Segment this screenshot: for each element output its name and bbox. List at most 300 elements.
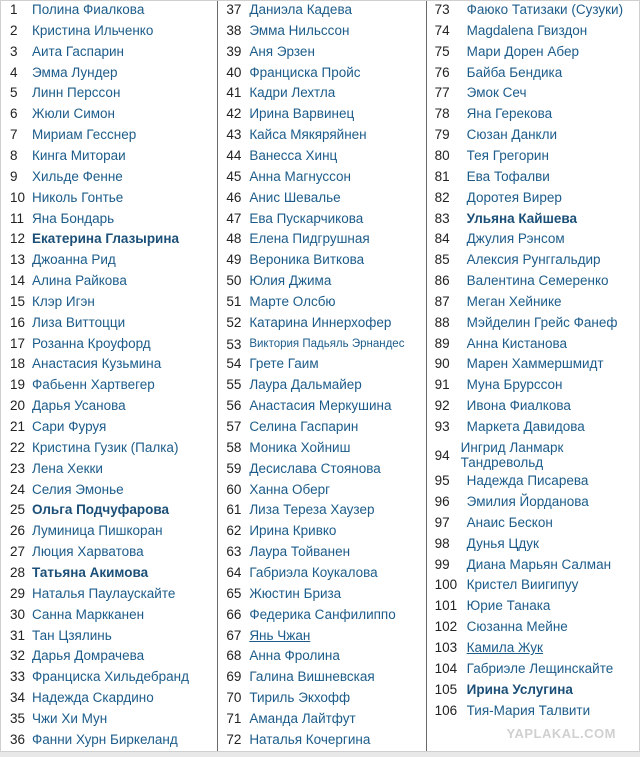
athlete-name: Галина Вишневская — [249, 669, 375, 685]
row-number: 77 — [434, 85, 450, 101]
table-row — [218, 419, 425, 435]
row-number: 36 — [10, 731, 26, 747]
table-row — [427, 127, 639, 143]
row-number: 14 — [10, 273, 26, 289]
row-number: 101 — [434, 598, 458, 614]
table-row — [218, 586, 425, 602]
row-number: 1 — [10, 2, 18, 17]
athlete-name: Габриэла Коукалова — [249, 564, 378, 580]
athlete-name: Селина Гаспарин — [249, 419, 359, 434]
athlete-name: Байба Бендика — [466, 64, 563, 80]
athlete-name: Надежда Скардино — [32, 690, 154, 706]
athlete-name: Кристина Гузик (Палка) — [32, 439, 179, 455]
athlete-name: Виктория Падьяль Эрнандес — [249, 337, 405, 350]
row-number: 75 — [434, 43, 450, 59]
row-number: 95 — [434, 473, 450, 489]
row-number: 10 — [10, 189, 26, 205]
row-number: 105 — [434, 681, 458, 697]
row-number: 67 — [226, 627, 242, 643]
table-row — [218, 690, 425, 706]
row-number: 66 — [226, 606, 242, 622]
table-row — [427, 640, 639, 656]
athlete-name: Ирина Кривко — [249, 523, 337, 539]
row-number: 7 — [10, 127, 18, 143]
athlete-name: Аита Гаспарин — [32, 43, 124, 59]
athlete-name: Мэйделин Грейс Фанеф — [466, 314, 618, 330]
row-number: 90 — [434, 356, 450, 372]
athlete-name: Ева Пускарчикова — [249, 210, 364, 226]
table-row — [1, 440, 217, 456]
athlete-name: Тия-Мария Талвити — [466, 702, 591, 718]
row-number: 86 — [434, 273, 450, 289]
athlete-name: Ирина Варвинец — [249, 106, 355, 122]
row-number: 54 — [226, 356, 242, 372]
athlete-name: Клэр Игэн — [32, 293, 95, 309]
athlete-name: Ульяна Кайшева — [466, 210, 577, 226]
athlete-name: Ева Тофалви — [466, 168, 550, 184]
table-row — [427, 577, 639, 593]
table-row — [218, 211, 425, 227]
table-row — [427, 273, 639, 289]
athlete-name: Яна Герекова — [466, 106, 553, 122]
row-number: 37 — [226, 2, 242, 17]
table-row — [427, 231, 639, 247]
row-number: 97 — [434, 514, 450, 530]
table-row — [218, 148, 425, 164]
row-number: 8 — [10, 147, 18, 163]
table-row — [1, 565, 217, 581]
athlete-name: Мари Дорен Абер — [466, 43, 579, 59]
athlete-name: Люция Харватова — [32, 544, 144, 560]
athlete-name: Аманда Лайтфут — [249, 710, 356, 726]
table-row — [1, 461, 217, 477]
table-row — [1, 586, 217, 602]
table-row — [427, 85, 639, 101]
row-number: 11 — [10, 210, 25, 226]
athlete-name: Хильде Фенне — [32, 168, 123, 184]
table-row — [218, 523, 425, 539]
table-row — [1, 377, 217, 393]
table-row — [218, 565, 425, 581]
table-row — [1, 127, 217, 143]
athlete-name: Кинга Митораи — [32, 147, 126, 163]
table-row — [218, 169, 425, 185]
athlete-name: Фаюко Татизаки (Сузуки) — [466, 2, 624, 17]
row-number: 106 — [434, 702, 458, 718]
row-number: 60 — [226, 481, 242, 497]
table-row — [1, 85, 217, 101]
athlete-name: Лаура Дальмайер — [249, 377, 362, 393]
table-row — [218, 732, 425, 748]
athlete-name: Аня Эрзен — [249, 43, 315, 59]
row-number: 25 — [10, 502, 26, 518]
athlete-link[interactable]: Камила Жук — [466, 640, 543, 655]
row-number: 98 — [434, 535, 450, 551]
table-row — [427, 169, 639, 185]
table-row — [218, 482, 425, 498]
row-number: 87 — [434, 293, 450, 309]
athlete-name: Лена Хекки — [32, 460, 103, 476]
athlete-name: Жюли Симон — [32, 106, 115, 122]
row-number: 55 — [226, 377, 242, 393]
row-number: 6 — [10, 106, 18, 122]
row-number: 24 — [10, 481, 26, 497]
table-row — [218, 2, 425, 18]
row-number: 26 — [10, 523, 26, 539]
table-row — [427, 315, 639, 331]
table-row — [427, 419, 639, 435]
athlete-name: Фабьенн Хартвегер — [32, 377, 155, 393]
table-row — [1, 356, 217, 372]
table-row — [1, 211, 217, 227]
athlete-name: Magdalena Гвиздон — [466, 22, 588, 38]
table-row — [218, 190, 425, 206]
table-row — [1, 502, 217, 518]
column-1 — [1, 1, 217, 751]
table-row — [1, 690, 217, 706]
row-number: 2 — [10, 22, 18, 38]
athlete-name: Полина Фиалкова — [32, 2, 145, 17]
row-number: 59 — [226, 460, 242, 476]
row-number: 100 — [434, 577, 458, 593]
table-row — [427, 703, 639, 719]
column-3 — [426, 1, 639, 751]
athlete-name: Екатерина Глазырина — [32, 231, 180, 247]
athlete-name: Федерика Санфилиппо — [249, 606, 396, 622]
athlete-name: Марте Олсбю — [249, 293, 336, 309]
athlete-name: Кадри Лехтла — [249, 85, 336, 101]
athlete-name: Джулия Рэнсом — [466, 231, 565, 247]
table-row — [427, 515, 639, 531]
row-number: 22 — [10, 439, 26, 455]
row-number: 9 — [10, 168, 18, 184]
row-number: 30 — [10, 606, 26, 622]
athlete-name: Катарина Иннерхофер — [249, 314, 392, 330]
table-row — [1, 398, 217, 414]
athlete-name: Кайса Мякяряйнен — [249, 127, 367, 143]
row-number: 83 — [434, 210, 450, 226]
athlete-name: Диана Марьян Салман — [466, 556, 612, 572]
row-number: 13 — [10, 252, 26, 268]
row-number: 92 — [434, 398, 450, 414]
row-number: 16 — [10, 314, 26, 330]
athlete-name: Ольга Подчуфарова — [32, 502, 170, 518]
row-number: 50 — [226, 273, 242, 289]
row-number: 5 — [10, 85, 18, 101]
row-number: 76 — [434, 64, 450, 80]
row-number: 104 — [434, 660, 458, 676]
row-number: 56 — [226, 398, 242, 414]
table-row — [427, 598, 639, 614]
athlete-name: Десислава Стоянова — [249, 460, 381, 476]
row-number: 81 — [434, 168, 450, 184]
athlete-name: Лиза Виттоцци — [32, 314, 126, 330]
athlete-name: Алина Райкова — [32, 273, 127, 289]
row-number: 62 — [226, 523, 242, 539]
athlete-name: Селия Эмонье — [32, 481, 124, 497]
table-row — [218, 502, 425, 518]
athlete-name: Марен Хаммершмидт — [466, 356, 604, 372]
athlete-name: Валентина Семеренко — [466, 273, 609, 289]
table-row — [218, 607, 425, 623]
table-row — [1, 669, 217, 685]
athlete-name: Юрие Танака — [466, 598, 551, 614]
table-row — [427, 23, 639, 39]
table-row — [427, 398, 639, 414]
row-number: 34 — [10, 690, 26, 706]
table-row — [218, 377, 425, 393]
row-number: 68 — [226, 648, 242, 664]
table-row — [1, 231, 217, 247]
row-number: 31 — [10, 627, 26, 643]
table-row — [218, 106, 425, 122]
athlete-name: Тан Цзялинь — [32, 627, 112, 643]
row-number: 78 — [434, 106, 450, 122]
table-row — [1, 190, 217, 206]
table-row — [218, 628, 425, 644]
table-row — [1, 336, 217, 352]
row-number: 96 — [434, 494, 450, 510]
row-number: 35 — [10, 710, 26, 726]
athlete-name: Надежда Писарева — [466, 473, 589, 489]
row-number: 32 — [10, 648, 26, 664]
row-number: 48 — [226, 231, 242, 247]
athlete-name: Мириам Гесснер — [32, 127, 137, 143]
athlete-name: Анастасия Меркушина — [249, 398, 392, 414]
athlete-name: Жюстин Бриза — [249, 585, 342, 601]
athlete-name: Дарья Домрачева — [32, 648, 145, 664]
row-number: 61 — [226, 502, 242, 518]
row-number: 71 — [226, 710, 242, 726]
row-number: 74 — [434, 22, 450, 38]
table-row — [218, 461, 425, 477]
table-row — [427, 682, 639, 698]
athlete-name: Ивона Фиалкова — [466, 398, 571, 414]
row-number: 33 — [10, 669, 26, 685]
row-number: 41 — [226, 85, 242, 101]
athlete-name: Дарья Усанова — [32, 398, 126, 414]
athlete-name: Николь Гонтье — [32, 189, 124, 205]
athlete-name: Анна Кистанова — [466, 335, 568, 351]
row-number: 63 — [226, 544, 242, 560]
row-number: 51 — [226, 293, 242, 309]
athlete-name: Ванесса Хинц — [249, 147, 338, 163]
athlete-name: Габриэле Лещинскайте — [466, 660, 614, 676]
row-number: 27 — [10, 544, 26, 560]
athlete-name: Кристина Ильченко — [32, 22, 154, 38]
athlete-name: Санна Маркканен — [32, 606, 145, 622]
table-row — [1, 523, 217, 539]
table-row — [427, 377, 639, 393]
bottom-strip — [0, 752, 640, 757]
row-number: 84 — [434, 231, 450, 247]
row-number: 38 — [226, 22, 242, 38]
table-row — [1, 482, 217, 498]
table-row — [427, 44, 639, 60]
row-number: 28 — [10, 564, 26, 580]
table-row — [1, 648, 217, 664]
athlete-name: Луминица Пишкоран — [32, 523, 163, 539]
row-number: 29 — [10, 585, 26, 601]
athlete-name: Анастасия Кузьмина — [32, 356, 162, 372]
table-row — [427, 65, 639, 81]
athlete-name: Тея Грегорин — [466, 147, 549, 163]
row-number: 3 — [10, 43, 18, 59]
athlete-name: Анаис Бескон — [466, 514, 553, 530]
table-row — [1, 732, 217, 748]
row-number: 42 — [226, 106, 242, 122]
table-row — [427, 661, 639, 677]
row-number: 72 — [226, 731, 242, 747]
row-number: 89 — [434, 335, 450, 351]
athlete-name: Тириль Экхофф — [249, 690, 351, 706]
table-row — [218, 711, 425, 727]
row-number: 70 — [226, 690, 242, 706]
table-row — [1, 628, 217, 644]
athlete-name: Маркета Давидова — [466, 419, 585, 434]
table-row — [218, 44, 425, 60]
table-row — [427, 473, 639, 489]
table-row — [218, 127, 425, 143]
table-row — [218, 294, 425, 310]
table-row — [218, 315, 425, 331]
athlete-name: Лиза Тереза Хаузер — [249, 502, 375, 518]
table-row — [427, 211, 639, 227]
table-row — [427, 619, 639, 635]
table-row — [427, 557, 639, 573]
table-row — [1, 65, 217, 81]
table-row — [218, 398, 425, 414]
table-row — [218, 336, 425, 353]
athlete-name: Даниэла Кадева — [249, 2, 352, 17]
table-row — [1, 169, 217, 185]
row-number: 73 — [434, 2, 450, 17]
row-number: 18 — [10, 356, 26, 372]
row-number: 20 — [10, 398, 26, 414]
row-number: 58 — [226, 439, 242, 455]
row-number: 21 — [10, 419, 26, 434]
table-row — [427, 494, 639, 510]
table-row — [427, 106, 639, 122]
row-number: 53 — [226, 336, 242, 352]
athlete-name: Анна Магнуссон — [249, 168, 351, 184]
table-row — [218, 65, 425, 81]
row-number: 103 — [434, 640, 458, 655]
row-number: 79 — [434, 127, 450, 143]
athlete-name: Джоанна Рид — [32, 252, 116, 268]
athlete-name: Муна Брурссон — [466, 377, 563, 393]
table-row — [1, 106, 217, 122]
row-number: 40 — [226, 64, 242, 80]
table-row — [218, 23, 425, 39]
athlete-name: Дунья Цдук — [466, 535, 539, 551]
athlete-name: Ханна Оберг — [249, 481, 331, 497]
watermark-logo: YAPLAKAL.COM — [506, 726, 616, 741]
table-row — [1, 23, 217, 39]
athlete-name: Сюзанна Мейне — [466, 619, 568, 635]
row-number: 49 — [226, 252, 242, 268]
athlete-name: Юлия Джима — [249, 273, 332, 289]
row-number: 19 — [10, 377, 26, 393]
table-row — [218, 669, 425, 685]
row-number: 47 — [226, 210, 242, 226]
table-row — [427, 294, 639, 310]
table-row — [427, 252, 639, 268]
table-row — [218, 231, 425, 247]
table-row — [427, 190, 639, 206]
row-number: 4 — [10, 64, 18, 80]
athlete-name: Ирина Услугина — [466, 681, 573, 697]
athlete-name: Татьяна Акимова — [32, 564, 149, 580]
athlete-name: Розанна Кроуфорд — [32, 335, 151, 351]
athlete-name: Эмок Сеч — [466, 85, 527, 101]
athlete-name: Яна Бондарь — [32, 210, 115, 226]
row-number: 99 — [434, 556, 450, 572]
row-number: 64 — [226, 564, 242, 580]
row-number: 46 — [226, 189, 242, 205]
table-row — [1, 419, 217, 435]
table-row — [1, 294, 217, 310]
row-number: 82 — [434, 189, 450, 205]
table-row — [427, 356, 639, 372]
athlete-name: Чжи Хи Мун — [32, 710, 108, 726]
table-row — [218, 440, 425, 456]
table-row — [218, 252, 425, 268]
table-row — [1, 544, 217, 560]
column-2 — [217, 1, 425, 751]
athlete-name: Грете Гаим — [249, 356, 319, 372]
table-row — [1, 315, 217, 331]
athlete-link[interactable]: Янь Чжан — [249, 627, 311, 643]
athlete-name: Франциска Пройс — [249, 64, 361, 80]
athlete-name: Наталья Кочергина — [249, 731, 371, 747]
row-number: 43 — [226, 127, 242, 143]
row-number: 23 — [10, 460, 26, 476]
athlete-name: Кристел Виигипуу — [466, 577, 579, 593]
athlete-name: Сари Фуруя — [32, 419, 107, 434]
table-row — [1, 2, 217, 18]
row-number: 15 — [10, 293, 26, 309]
athlete-name: Франциска Хильдебранд — [32, 669, 189, 685]
row-number: 17 — [10, 335, 26, 351]
table-row — [218, 544, 425, 560]
table-row — [1, 148, 217, 164]
row-number: 45 — [226, 168, 242, 184]
athlete-name: Лаура Тойванен — [249, 544, 351, 560]
table-row — [218, 356, 425, 372]
row-number: 85 — [434, 252, 450, 268]
row-number: 44 — [226, 147, 242, 163]
athlete-name: Эмилия Йорданова — [466, 494, 589, 510]
row-number: 94 — [434, 447, 450, 463]
row-number: 12 — [10, 231, 26, 247]
table-row — [1, 711, 217, 727]
table-row — [427, 148, 639, 164]
table-row — [427, 2, 639, 18]
athlete-name: Анна Фролина — [249, 648, 340, 664]
row-number: 69 — [226, 669, 242, 685]
athlete-name: Ингрид Ланмарк Тандревольд — [460, 439, 564, 470]
table-row — [1, 252, 217, 268]
row-number: 88 — [434, 314, 450, 330]
athlete-name: Эмма Лундер — [32, 64, 118, 80]
athlete-name: Эмма Нильссон — [249, 22, 350, 38]
athlete-name: Меган Хейнике — [466, 293, 562, 309]
table-row — [1, 44, 217, 60]
athlete-name: Анис Шевалье — [249, 189, 341, 205]
row-number: 91 — [434, 377, 450, 393]
table-row — [1, 273, 217, 289]
